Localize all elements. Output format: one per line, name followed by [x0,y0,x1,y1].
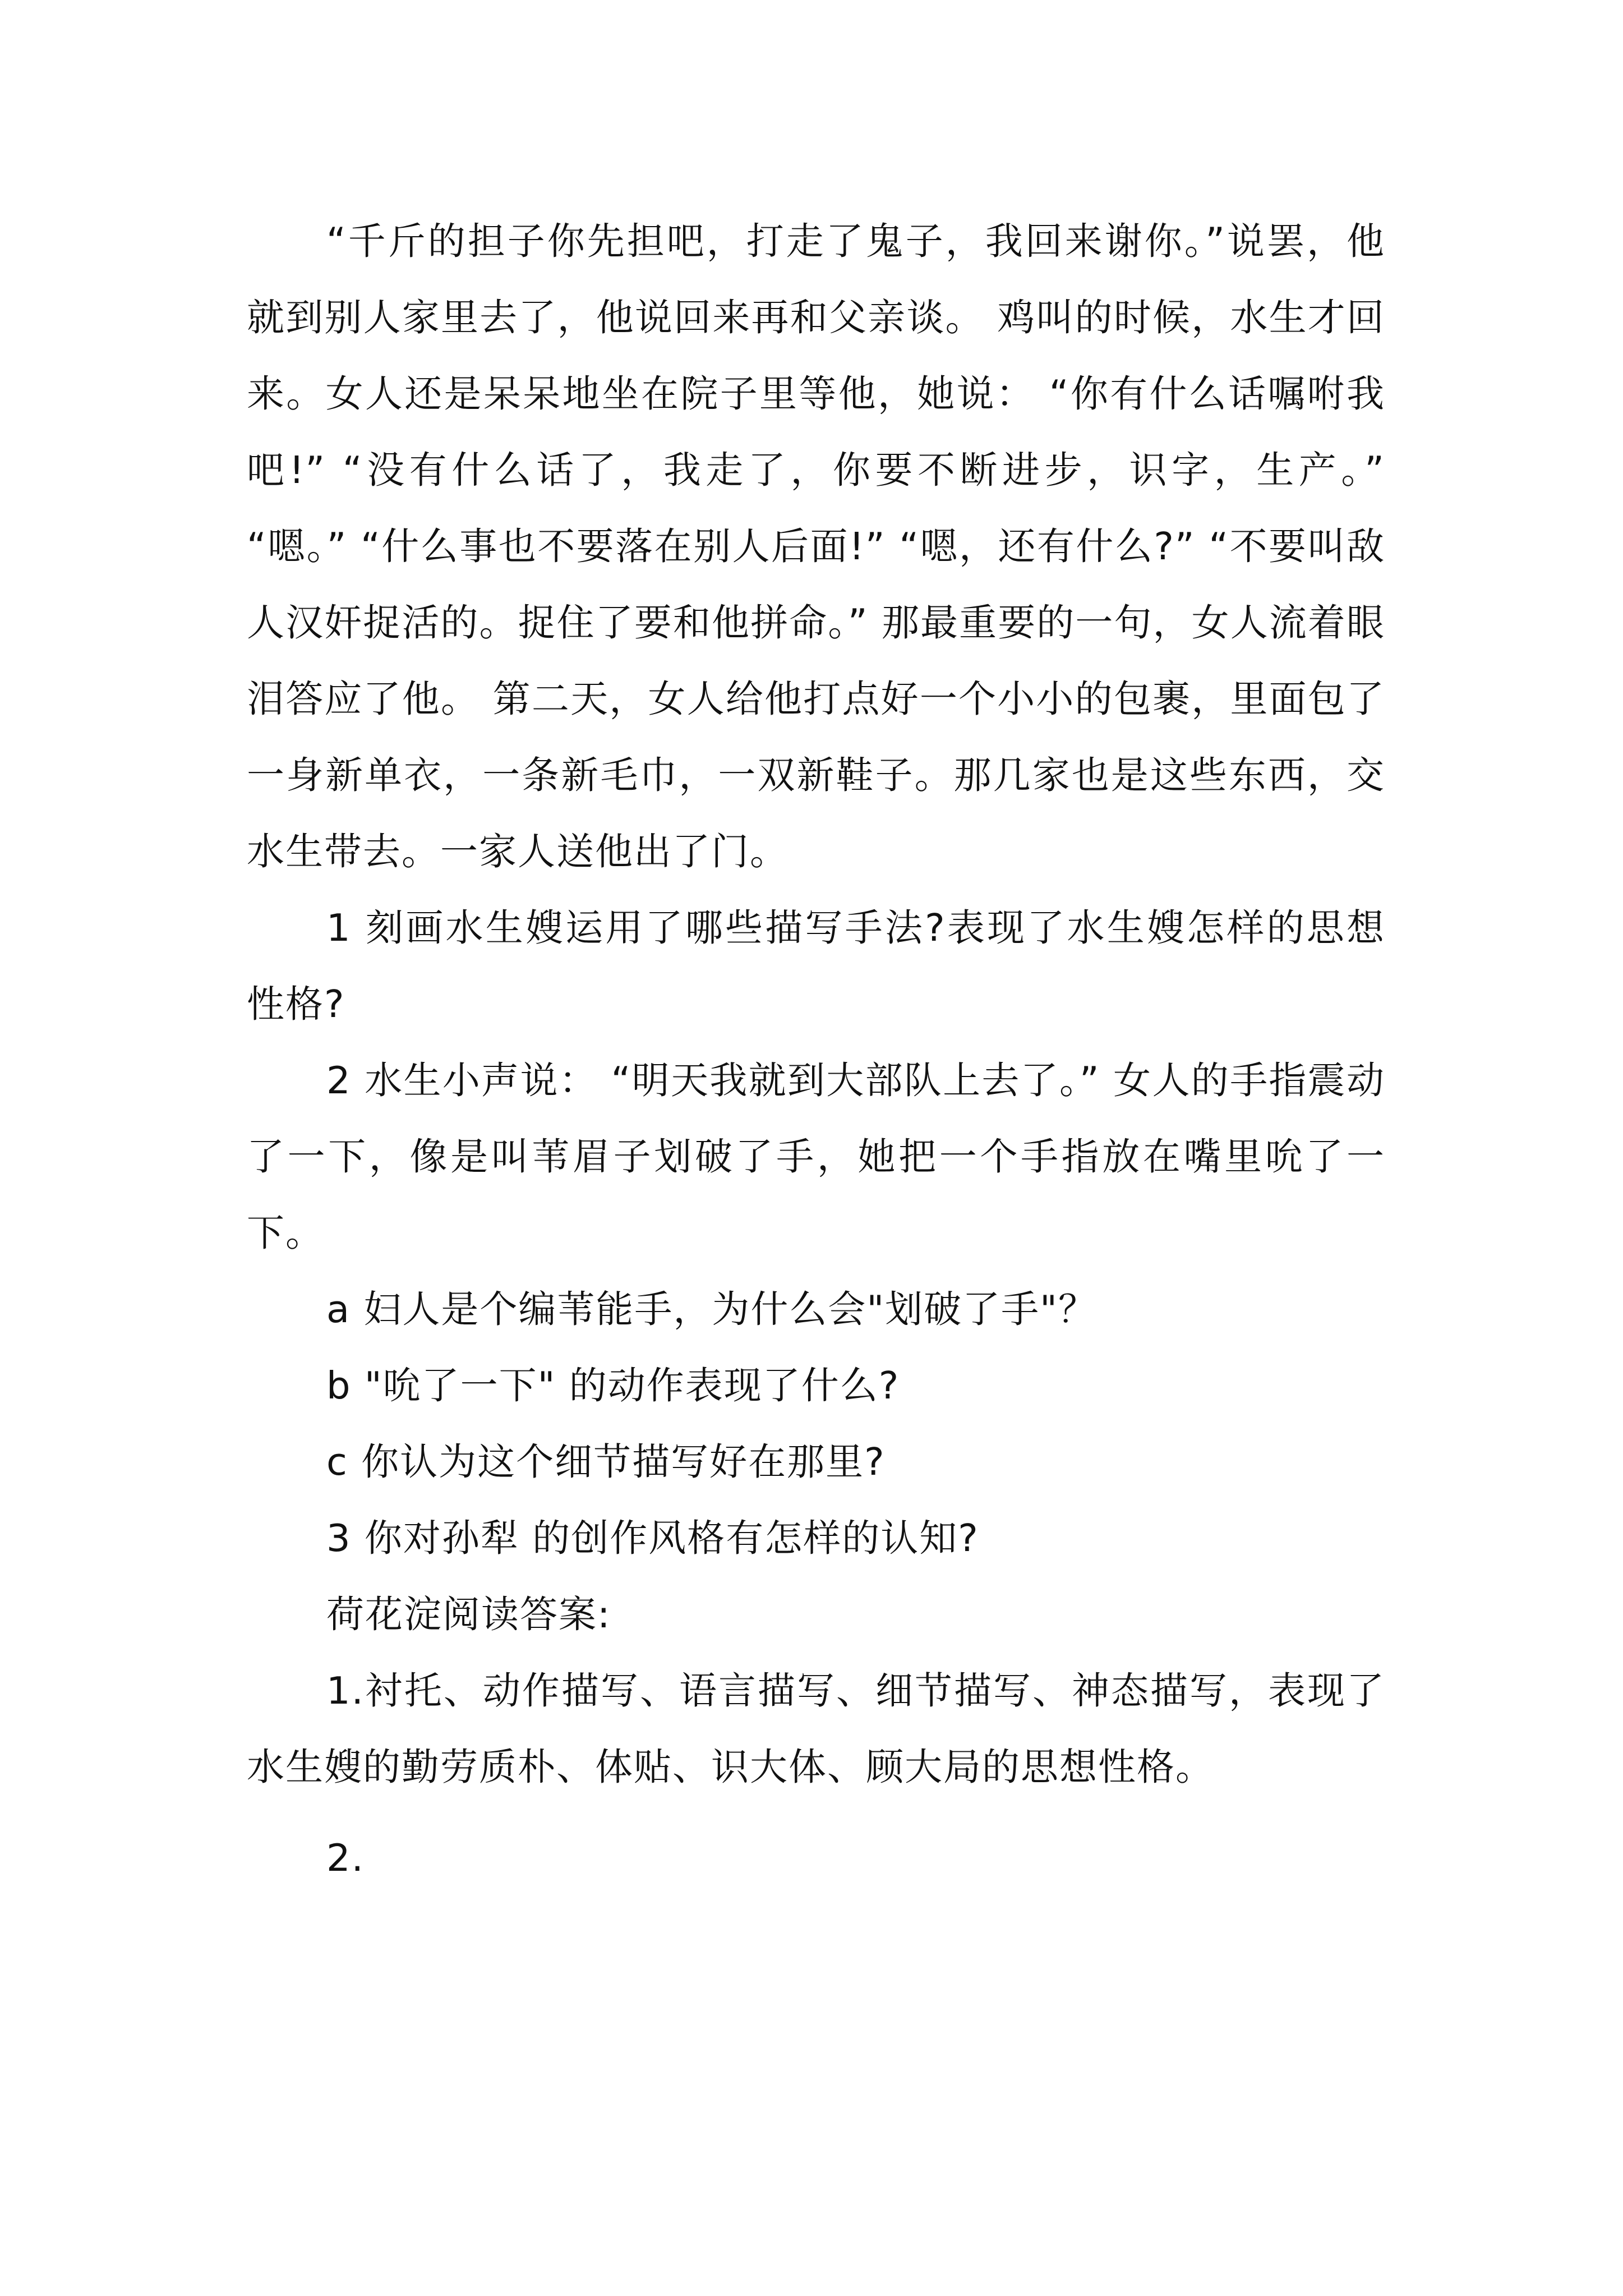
answer-1: 1.衬托、动作描写、语言描写、细节描写、神态描写，表现了水生嫂的勤劳质朴、体贴、识大体、顾大局的思想性格。 [247,1669,1385,1789]
question-2: 2 水生小声说： “明天我就到大部队上去了。” 女人的手指震动了一下，像是叫苇眉子划破了手，她把一个手指放在嘴里吮了一下。 [247,1059,1385,1255]
answer-2: 2. [326,1836,365,1880]
question-3: 3 你对孙犁 的创作风格有怎样的认知? [326,1516,979,1560]
document-body [247,203,1385,1896]
question-2b: b "吮了一下" 的动作表现了什么? [326,1364,900,1407]
question-2a: a 妇人是个编苇能手，为什么会"划破了手"？ [326,1287,1097,1331]
question-2c: c 你认为这个细节描写好在那里? [326,1440,886,1484]
story-excerpt-paragraph: “千斤的担子你先担吧，打走了鬼子，我回来谢你。”说罢，他就到别人家里去了，他说回来再和父亲谈。 鸡叫的时候，水生才回来。女人还是呆呆地坐在院子里等他，她说： “你有什么话嘱咐我吧!” “没有什么话了，我走了，你要不断进步，识字，生产。” “嗯。” “什么事也不要落在别人后面!” “嗯，还有什么?” “不要叫敌人汉奸捉活的。捉住了要和他拼命。” 那最重要的一句，女人流着眼泪答应了他。 第二天，女人给他打点好一个小小的包裹，里面包了一身新单衣，一条新毛巾，一双新鞋子。那几家也是这些东西，交水生带去。一家人送他出了门。 [247,219,1385,873]
question-1: 1 刻画水生嫂运用了哪些描写手法?表现了水生嫂怎样的思想性格? [247,906,1385,1026]
answers-heading: 荷花淀阅读答案: [326,1593,611,1636]
